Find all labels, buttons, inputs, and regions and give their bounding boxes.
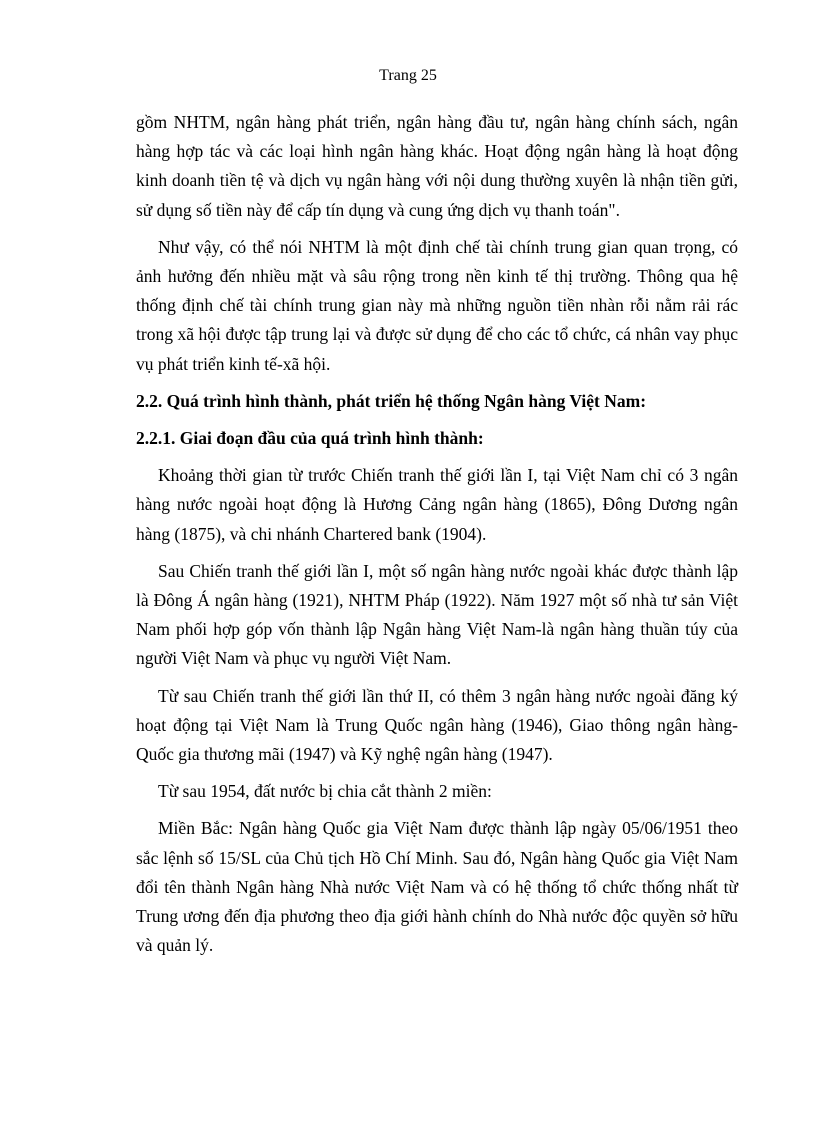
paragraph-post-wwii: Từ sau Chiến tranh thế giới lần thứ II, có thêm 3 ngân hàng nước ngoài đăng ký hoạt động tại Việt Nam là Trung Quốc ngân hàng (1946), Giao thông ngân hàng-Quốc gia thương mãi (1947) và Kỹ nghệ ngân hàng (1947).: [136, 685, 738, 765]
page-number: Trang 25: [379, 67, 437, 84]
paragraph-post-wwi: Sau Chiến tranh thế giới lần I, một số ngân hàng nước ngoài khác được thành lập là Đông Á ngân hàng (1921), NHTM Pháp (1922). Năm 1927 một số nhà tư sản Việt Nam phối hợp góp vốn thành lập Ngân hàng Việt Nam-là ngân hàng thuần túy của người Việt Nam và phục vụ người Việt Nam.: [136, 560, 738, 669]
paragraph-mien-bac: Miền Bắc: Ngân hàng Quốc gia Việt Nam được thành lập ngày 05/06/1951 theo sắc lệnh số 15/SL của Chủ tịch Hồ Chí Minh. Sau đó, Ngân hàng Quốc gia Việt Nam đổi tên thành Ngân hàng Nhà nước Việt Nam và có hệ thống tổ chức thống nhất từ Trung ương đến địa phương theo địa giới hành chính do Nhà nước độc quyền sở hữu và quản lý.: [136, 818, 738, 956]
page-body: [136, 108, 738, 968]
paragraph-1954-division: Từ sau 1954, đất nước bị chia cắt thành 2 miền:: [158, 781, 492, 802]
section-heading-2-2: 2.2. Quá trình hình thành, phát triển hệ thống Ngân hàng Việt Nam:: [136, 390, 647, 411]
paragraph-pre-wwi: Khoảng thời gian từ trước Chiến tranh thế giới lần I, tại Việt Nam chỉ có 3 ngân hàng nước ngoài hoạt động là Hương Cảng ngân hàng (1865), Đông Dương ngân hàng (1875), và chi nhánh Chartered bank (1904).: [136, 465, 738, 544]
paragraph-nhtm-summary: Như vậy, có thể nói NHTM là một định chế tài chính trung gian quan trọng, có ảnh hưởng đến nhiều mặt và sâu rộng trong nền kinh tế thị trường. Thông qua hệ thống định chế tài chính trung gian này mà những nguồn tiền nhàn rỗi nằm rải rác trong xã hội được tập trung lại và được sử dụng để cho các tổ chức, cá nhân vay phục vụ phát triển kinh tế-xã hội.: [136, 236, 738, 374]
paragraph-continuation: gồm NHTM, ngân hàng phát triển, ngân hàng đầu tư, ngân hàng chính sách, ngân hàng hợp tác và các loại hình ngân hàng khác. Hoạt động ngân hàng là hoạt động kinh doanh tiền tệ và dịch vụ ngân hàng với nội dung thường xuyên là nhận tiền gửi, sử dụng số tiền này để cấp tín dụng và cung ứng dịch vụ thanh toán".: [136, 112, 738, 220]
subsection-heading-2-2-1: 2.2.1. Giai đoạn đầu của quá trình hình thành:: [136, 428, 484, 449]
